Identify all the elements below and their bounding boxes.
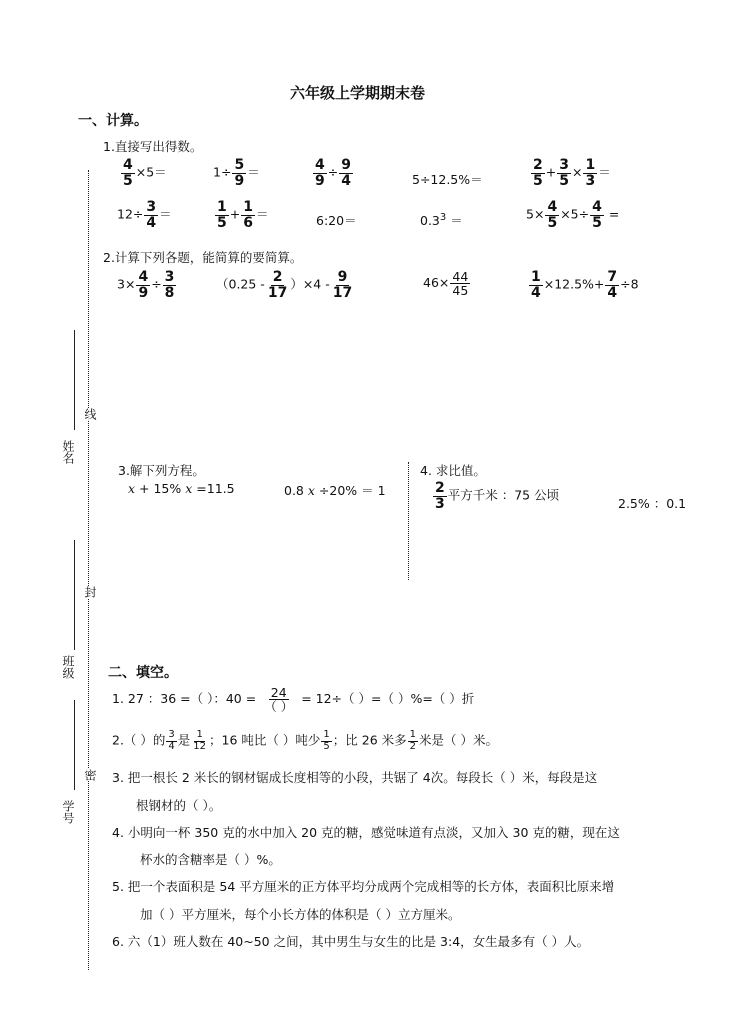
q1-b2: $\frac{1}{5}$ + $\frac{1}{6}$ ＝ [217, 199, 269, 231]
binding-dotted-line [88, 170, 89, 970]
fill-q5-line2: 加（ ）平方厘米，每个小长方体的体积是（ ）立方厘米。 [140, 907, 461, 922]
q1-b4: $0.3^3$ ＝ [420, 211, 463, 228]
q4-b: 2.5% ：0.1 [618, 496, 687, 511]
q3-q4-divider [408, 462, 409, 580]
q2-c3: 46× $\frac{44}{45}$ [423, 269, 469, 299]
section1-heading: 一、计算。 [78, 113, 148, 129]
fill-q3-line2: 根钢材的（ ）。 [136, 798, 222, 813]
fill-q1: 1. 27 ：36 =（ ）：40 = $\frac{24}{( )}$ = 12÷（ ）=（ ）%=（ ）折 [112, 685, 475, 715]
q1-b1: 12÷ $\frac{3}{4}$ ＝ [117, 199, 172, 231]
q3-eq1: x + 15% x =11.5 [128, 481, 235, 496]
secret-char: 密 [83, 769, 97, 781]
q1-a1: $\frac{4}{5}$ ×5＝ [123, 157, 167, 189]
q2-label: 2.计算下列各题，能简算的要简算。 [103, 250, 303, 265]
q3-label: 3.解下列方程。 [118, 463, 205, 478]
fill-q6: 6. 六（1）班人数在 40~50 之间，其中男生与女生的比是 3:4，女生最多有（ ）人。 [112, 934, 590, 949]
q1-a5: $\frac{2}{5}$ + $\frac{3}{5}$ × $\frac{1}{3}$ ＝ [533, 157, 611, 189]
seal-char: 封 [83, 586, 97, 598]
q4-label: 4. 求比值。 [420, 463, 486, 478]
q4-a: $\frac{2}{3}$ 平方千米 ：75 公顷 [435, 480, 560, 512]
fill-q4-line2: 杯水的含糖率是（ ）%。 [140, 852, 281, 867]
fill-q4-line1: 4. 小明向一杯 350 克的水中加入 20 克的糖，感觉味道有点淡，又加入 30 克的糖，现在这 [112, 825, 620, 840]
q1-b3: 6:20＝ [316, 213, 357, 228]
q2-c1: 3× $\frac{4}{9}$ ÷ $\frac{3}{8}$ [117, 269, 175, 301]
id-label: 学号 [61, 800, 75, 824]
q1-a4: 5÷12.5%＝ [412, 172, 483, 187]
q1-a2: 1÷ $\frac{5}{9}$ ＝ [213, 157, 260, 189]
q3-eq2: 0.8 x ÷20% ＝ 1 [284, 483, 386, 498]
class-label: 班级 [61, 655, 75, 679]
name-blank-line [74, 330, 75, 430]
q1-label: 1.直接写出得数。 [103, 139, 203, 154]
q2-c4: $\frac{1}{4}$ ×12.5%+ $\frac{7}{4}$ ÷8 [531, 269, 639, 301]
name-label: 姓名 [61, 440, 75, 464]
q1-a3: $\frac{4}{9}$ ÷ $\frac{9}{4}$ [315, 157, 351, 189]
q2-c2: （0.25 - $\frac{2}{17}$ ）×4 - $\frac{9}{17}$ [216, 269, 353, 301]
class-blank-line [74, 540, 75, 650]
fill-q3-line1: 3. 把一根长 2 米长的钢材锯成长度相等的小段，共锯了 4次。每段长（ ）米，每段是这 [112, 770, 598, 785]
fill-q2: 2.（ ）的 $\frac{3}{4}$ 是 $\frac{1}{12}$ ；16 吨比（ ）吨少 $\frac{1}{5}$ ；比 26 米多 $\frac{1}{2}$ 米是（ ）米。 [112, 729, 498, 752]
q1-b5: 5× $\frac{4}{5}$ ×5÷ $\frac{4}{5}$ = [526, 199, 620, 231]
fill-q5-line1: 5. 把一个表面积是 54 平方厘米的正方体平均分成两个完成相等的长方体，表面积比原来增 [112, 879, 615, 894]
line-char: 线 [83, 408, 97, 420]
page-title: 六年级上学期期末卷 [290, 84, 426, 102]
id-blank-line [74, 700, 75, 790]
section2-heading: 二、填空。 [108, 665, 178, 681]
